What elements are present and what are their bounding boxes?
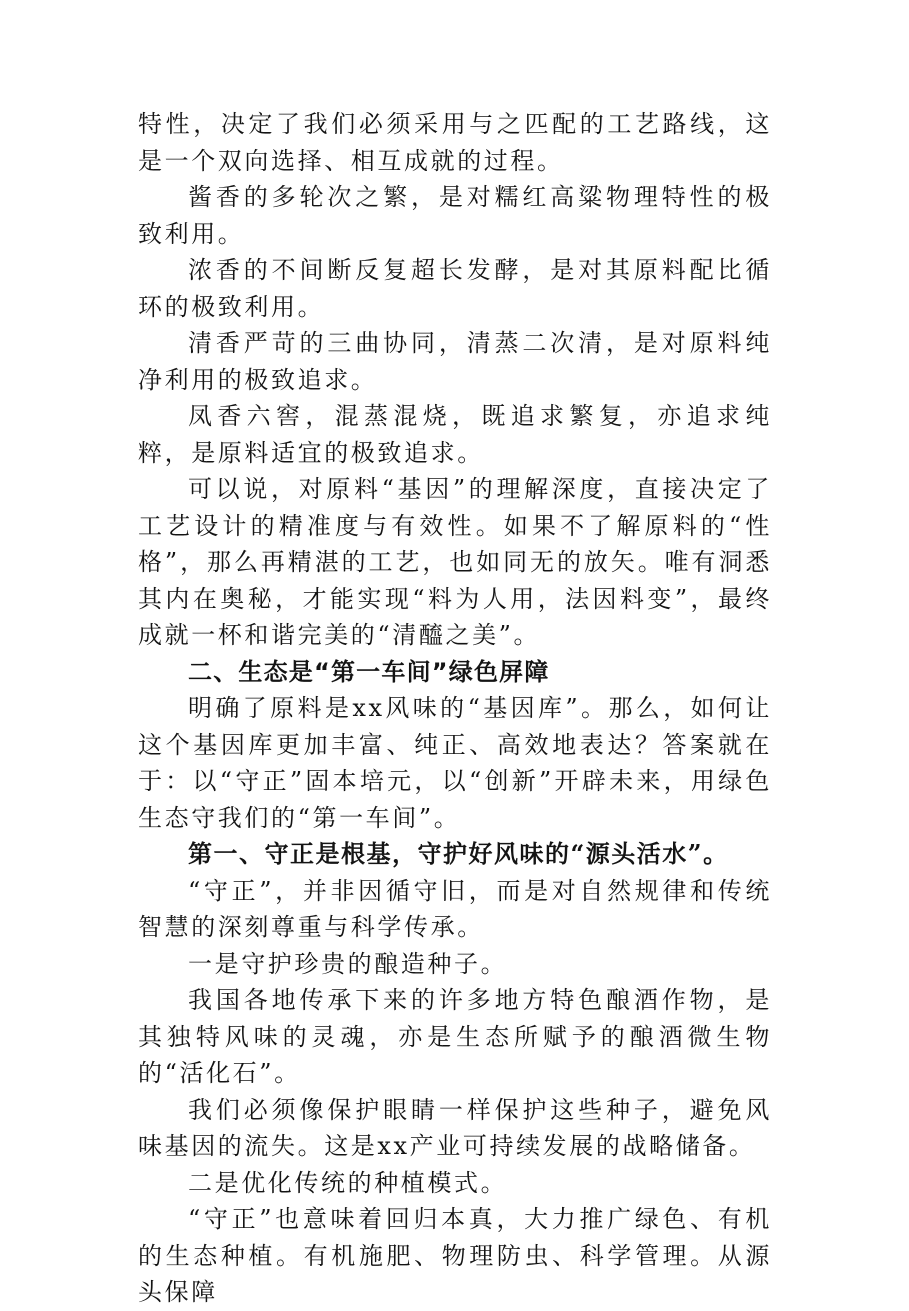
document-body <box>138 106 772 1311</box>
paragraph-1: 特性，决定了我们必须采用与之匹配的工艺路线，这是一个双向选择、相互成就的过程。 <box>138 110 772 175</box>
subsection-heading: 第一、守正是根基，守护好风味的“源头活水”。 <box>188 839 729 868</box>
paragraph-5: 凤香六窖，混蒸混烧，既追求繁复，亦追求纯粹，是原料适宜的极致追求。 <box>138 402 772 467</box>
paragraph-10: 我国各地传承下来的许多地方特色酿酒作物，是其独特风味的灵魂，亦是生态所赋予的酿酒微生物的“活化石”。 <box>138 986 772 1087</box>
paragraph-2: 酱香的多轮次之繁，是对糯红高粱物理特性的极致利用。 <box>138 183 772 248</box>
section-heading: 二、生态是“第一车间”绿色屏障 <box>188 657 550 686</box>
paragraph-9: 一是守护珍贵的酿造种子。 <box>188 949 508 978</box>
paragraph-3: 浓香的不间断反复超长发酵，是对其原料配比循环的极致利用。 <box>138 256 772 321</box>
paragraph-11: 我们必须像保护眼睛一样保护这些种子，避免风味基因的流失。这是xx产业可持续发展的战略储备。 <box>138 1095 772 1160</box>
paragraph-7: 明确了原料是xx风味的“基因库”。那么，如何让这个基因库更加丰富、纯正、高效地表达？答案就在于：以“守正”固本培元，以“创新”开辟未来，用绿色生态守我们的“第一车间”。 <box>138 694 772 832</box>
paragraph-6: 可以说，对原料“基因”的理解深度，直接决定了工艺设计的精准度与有效性。如果不了解原料的“性格”，那么再精湛的工艺，也如同无的放矢。唯有洞悉其内在奥秘，才能实现“料为人用，法因料变”，最终成就一杯和谐完美的“清醯之美”。 <box>138 475 772 649</box>
paragraph-13: “守正”也意味着回归本真，大力推广绿色、有机的生态种植。有机施肥、物理防虫、科学管理。从源头保障 <box>138 1205 772 1306</box>
paragraph-12: 二是优化传统的种植模式。 <box>188 1168 508 1197</box>
paragraph-8: “守正”，并非因循守旧，而是对自然规律和传统智慧的深刻尊重与科学传承。 <box>138 876 772 941</box>
paragraph-4: 清香严苛的三曲协同，清蒸二次清，是对原料纯净利用的极致追求。 <box>138 329 772 394</box>
